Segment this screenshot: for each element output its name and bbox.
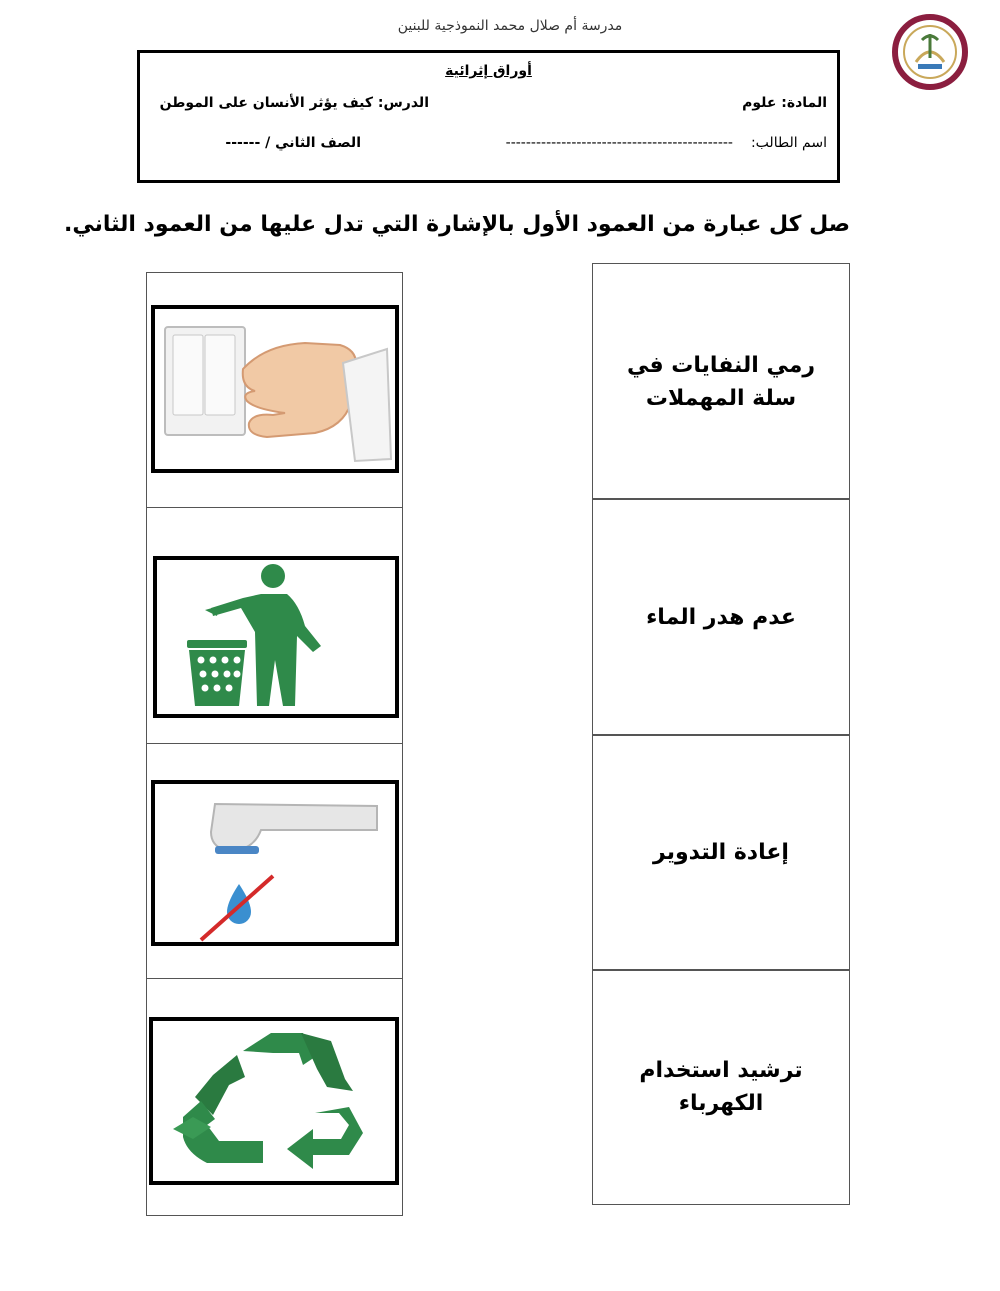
person-throwing-trash-icon	[153, 556, 399, 718]
student-name-label: اسم الطالب:	[750, 135, 827, 151]
light-switch-hand-icon	[151, 305, 399, 473]
header-box	[137, 50, 840, 183]
phrase-text: ترشيد استخدام الكهرباء	[639, 1058, 803, 1116]
phrase-cell[interactable]	[592, 498, 850, 736]
lesson-label: الدرس: كيف يؤثر الأنسان على الموطن	[159, 95, 429, 111]
phrase-text: رمي النفايات في سلة المهملات	[626, 352, 816, 411]
faucet-no-water-waste-icon	[151, 780, 399, 946]
grade-label: الصف الثاني / ------	[225, 135, 361, 151]
school-name: مدرسة أم صلال محمد النموذجية للبنين	[397, 18, 623, 34]
phrase-cell[interactable]	[592, 263, 850, 500]
recycle-arrows-icon	[149, 1017, 399, 1185]
picture-cell[interactable]	[146, 507, 403, 745]
phrase-cell[interactable]	[592, 734, 850, 971]
picture-cell[interactable]	[146, 978, 403, 1216]
worksheet-title: أوراق إثرائية	[445, 63, 532, 79]
student-name-field[interactable]: ---------------------------------------------	[505, 135, 733, 151]
qatar-ministry-emblem-icon	[892, 12, 968, 92]
phrase-text: عدم هدر الماء	[646, 604, 796, 630]
picture-cell[interactable]	[146, 743, 403, 980]
phrase-text: إعادة التدوير	[653, 840, 789, 865]
picture-cell[interactable]	[146, 272, 403, 509]
subject-label: المادة: علوم	[742, 95, 827, 111]
phrase-cell[interactable]	[592, 969, 850, 1205]
instruction-text: صل كل عبارة من العمود الأول بالإشارة التي تدل عليها من العمود الثاني.	[63, 212, 850, 237]
